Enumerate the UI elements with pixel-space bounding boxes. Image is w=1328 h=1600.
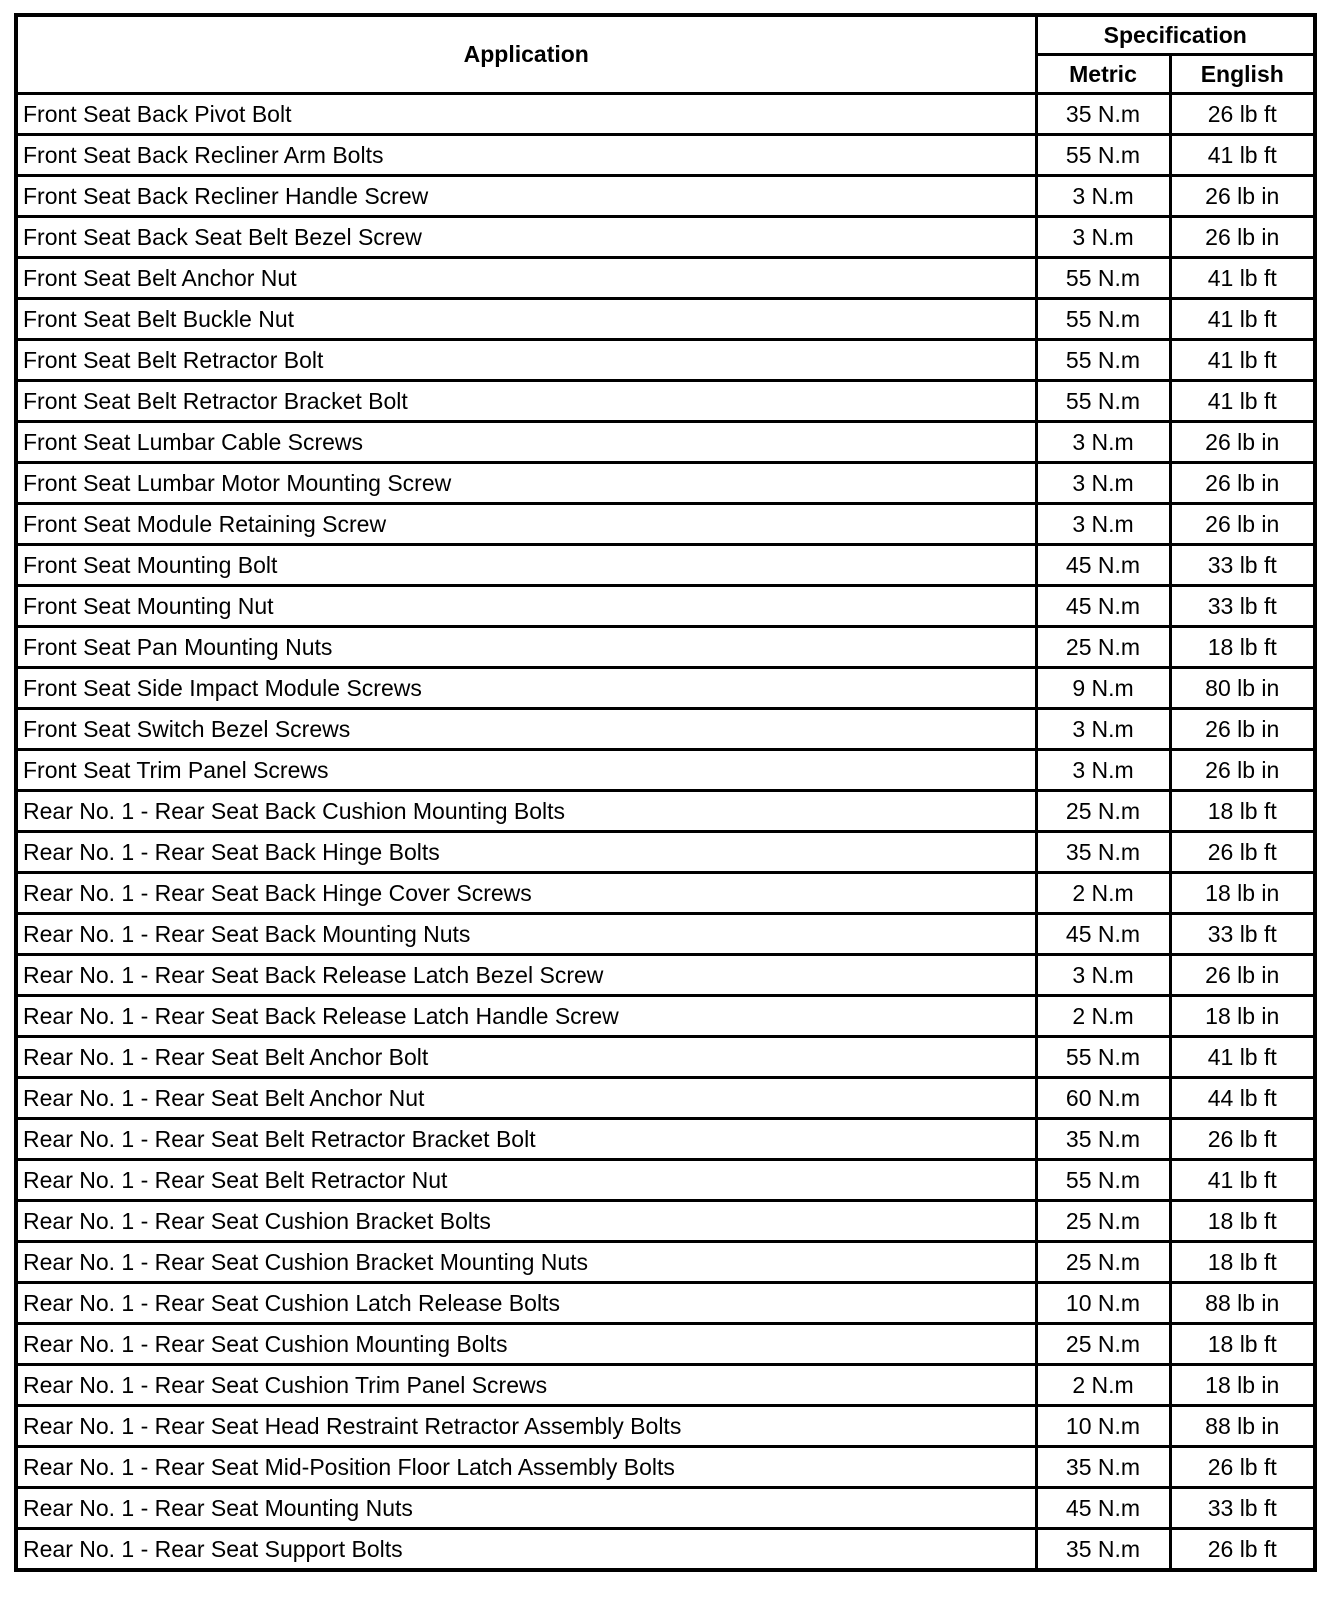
metric-cell: 45 N.m — [1036, 914, 1170, 955]
application-cell: Rear No. 1 - Rear Seat Cushion Trim Panel Screws — [16, 1365, 1036, 1406]
metric-cell: 45 N.m — [1036, 545, 1170, 586]
metric-cell: 55 N.m — [1036, 258, 1170, 299]
metric-cell: 3 N.m — [1036, 176, 1170, 217]
english-cell: 41 lb ft — [1170, 381, 1315, 422]
english-cell: 26 lb ft — [1170, 832, 1315, 873]
application-cell: Front Seat Mounting Bolt — [16, 545, 1036, 586]
application-cell: Rear No. 1 - Rear Seat Cushion Mounting Bolts — [16, 1324, 1036, 1365]
table-row — [16, 627, 1315, 668]
english-cell: 33 lb ft — [1170, 914, 1315, 955]
application-cell: Rear No. 1 - Rear Seat Mid-Position Floor Latch Assembly Bolts — [16, 1447, 1036, 1488]
english-cell: 26 lb in — [1170, 176, 1315, 217]
table-row — [16, 176, 1315, 217]
application-cell: Front Seat Belt Retractor Bolt — [16, 340, 1036, 381]
table-row — [16, 1488, 1315, 1529]
metric-cell: 45 N.m — [1036, 586, 1170, 627]
metric-cell: 35 N.m — [1036, 1529, 1170, 1571]
english-cell: 26 lb in — [1170, 504, 1315, 545]
english-cell: 26 lb in — [1170, 217, 1315, 258]
english-cell: 41 lb ft — [1170, 1037, 1315, 1078]
metric-cell: 25 N.m — [1036, 627, 1170, 668]
table-row — [16, 1078, 1315, 1119]
application-cell: Rear No. 1 - Rear Seat Support Bolts — [16, 1529, 1036, 1571]
metric-cell: 25 N.m — [1036, 791, 1170, 832]
metric-cell: 60 N.m — [1036, 1078, 1170, 1119]
metric-cell: 10 N.m — [1036, 1283, 1170, 1324]
table-row — [16, 1242, 1315, 1283]
metric-cell: 3 N.m — [1036, 709, 1170, 750]
application-cell: Front Seat Belt Buckle Nut — [16, 299, 1036, 340]
table-row — [16, 873, 1315, 914]
table-row — [16, 955, 1315, 996]
metric-cell: 25 N.m — [1036, 1201, 1170, 1242]
english-cell: 41 lb ft — [1170, 258, 1315, 299]
table-row — [16, 545, 1315, 586]
table-row — [16, 1283, 1315, 1324]
application-cell: Rear No. 1 - Rear Seat Belt Retractor Nut — [16, 1160, 1036, 1201]
table-row — [16, 504, 1315, 545]
english-cell: 26 lb in — [1170, 750, 1315, 791]
english-cell: 18 lb ft — [1170, 1242, 1315, 1283]
torque-spec-table — [14, 13, 1317, 1572]
application-cell: Rear No. 1 - Rear Seat Back Hinge Cover Screws — [16, 873, 1036, 914]
application-cell: Front Seat Switch Bezel Screws — [16, 709, 1036, 750]
specification-header: Specification — [1036, 15, 1315, 55]
table-row — [16, 135, 1315, 176]
application-cell: Rear No. 1 - Rear Seat Back Cushion Mounting Bolts — [16, 791, 1036, 832]
application-cell: Front Seat Belt Anchor Nut — [16, 258, 1036, 299]
english-cell: 18 lb in — [1170, 1365, 1315, 1406]
application-cell: Front Seat Trim Panel Screws — [16, 750, 1036, 791]
application-cell: Front Seat Side Impact Module Screws — [16, 668, 1036, 709]
english-cell: 33 lb ft — [1170, 545, 1315, 586]
application-cell: Front Seat Back Recliner Arm Bolts — [16, 135, 1036, 176]
application-cell: Rear No. 1 - Rear Seat Head Restraint Retractor Assembly Bolts — [16, 1406, 1036, 1447]
application-cell: Front Seat Belt Retractor Bracket Bolt — [16, 381, 1036, 422]
metric-cell: 25 N.m — [1036, 1242, 1170, 1283]
application-cell: Rear No. 1 - Rear Seat Belt Anchor Bolt — [16, 1037, 1036, 1078]
english-cell: 80 lb in — [1170, 668, 1315, 709]
metric-cell: 9 N.m — [1036, 668, 1170, 709]
table-row — [16, 422, 1315, 463]
table-row — [16, 996, 1315, 1037]
english-cell: 26 lb ft — [1170, 1529, 1315, 1571]
table-row — [16, 1529, 1315, 1571]
table-row — [16, 381, 1315, 422]
metric-cell: 10 N.m — [1036, 1406, 1170, 1447]
english-cell: 26 lb ft — [1170, 94, 1315, 135]
english-cell: 33 lb ft — [1170, 586, 1315, 627]
english-cell: 18 lb ft — [1170, 1324, 1315, 1365]
metric-cell: 2 N.m — [1036, 1365, 1170, 1406]
application-cell: Front Seat Back Seat Belt Bezel Screw — [16, 217, 1036, 258]
english-cell: 18 lb in — [1170, 996, 1315, 1037]
english-cell: 33 lb ft — [1170, 1488, 1315, 1529]
english-cell: 44 lb ft — [1170, 1078, 1315, 1119]
table-row — [16, 791, 1315, 832]
table-row — [16, 1365, 1315, 1406]
metric-cell: 3 N.m — [1036, 955, 1170, 996]
english-cell: 18 lb ft — [1170, 1201, 1315, 1242]
application-cell: Rear No. 1 - Rear Seat Back Release Latch Handle Screw — [16, 996, 1036, 1037]
table-row — [16, 586, 1315, 627]
application-cell: Front Seat Lumbar Cable Screws — [16, 422, 1036, 463]
metric-cell: 35 N.m — [1036, 1447, 1170, 1488]
metric-cell: 45 N.m — [1036, 1488, 1170, 1529]
metric-cell: 3 N.m — [1036, 422, 1170, 463]
english-cell: 18 lb ft — [1170, 791, 1315, 832]
table-row — [16, 914, 1315, 955]
table-row — [16, 463, 1315, 504]
table-row — [16, 94, 1315, 135]
application-cell: Rear No. 1 - Rear Seat Mounting Nuts — [16, 1488, 1036, 1529]
table-row — [16, 1406, 1315, 1447]
metric-cell: 3 N.m — [1036, 217, 1170, 258]
metric-cell: 3 N.m — [1036, 750, 1170, 791]
application-cell: Front Seat Back Recliner Handle Screw — [16, 176, 1036, 217]
table-row — [16, 709, 1315, 750]
english-cell: 18 lb in — [1170, 873, 1315, 914]
metric-cell: 55 N.m — [1036, 299, 1170, 340]
metric-cell: 3 N.m — [1036, 463, 1170, 504]
table-header — [16, 15, 1315, 94]
application-cell: Rear No. 1 - Rear Seat Belt Retractor Bracket Bolt — [16, 1119, 1036, 1160]
english-cell: 26 lb ft — [1170, 1447, 1315, 1488]
table-row — [16, 258, 1315, 299]
application-cell: Front Seat Module Retaining Screw — [16, 504, 1036, 545]
application-cell: Rear No. 1 - Rear Seat Cushion Bracket Mounting Nuts — [16, 1242, 1036, 1283]
metric-cell: 2 N.m — [1036, 996, 1170, 1037]
english-header: English — [1170, 55, 1315, 94]
table-row — [16, 668, 1315, 709]
table-row — [16, 299, 1315, 340]
english-cell: 18 lb ft — [1170, 627, 1315, 668]
english-cell: 88 lb in — [1170, 1406, 1315, 1447]
table-row — [16, 1447, 1315, 1488]
application-cell: Front Seat Pan Mounting Nuts — [16, 627, 1036, 668]
application-cell: Rear No. 1 - Rear Seat Belt Anchor Nut — [16, 1078, 1036, 1119]
metric-cell: 2 N.m — [1036, 873, 1170, 914]
metric-cell: 55 N.m — [1036, 381, 1170, 422]
metric-header: Metric — [1036, 55, 1170, 94]
metric-cell: 55 N.m — [1036, 1160, 1170, 1201]
metric-cell: 35 N.m — [1036, 94, 1170, 135]
application-header: Application — [16, 15, 1036, 94]
table-body — [16, 94, 1315, 1571]
english-cell: 26 lb in — [1170, 422, 1315, 463]
application-cell: Front Seat Lumbar Motor Mounting Screw — [16, 463, 1036, 504]
table-row — [16, 340, 1315, 381]
application-cell: Rear No. 1 - Rear Seat Cushion Latch Release Bolts — [16, 1283, 1036, 1324]
metric-cell: 35 N.m — [1036, 1119, 1170, 1160]
english-cell: 88 lb in — [1170, 1283, 1315, 1324]
table-row — [16, 1160, 1315, 1201]
english-cell: 41 lb ft — [1170, 299, 1315, 340]
application-cell: Front Seat Back Pivot Bolt — [16, 94, 1036, 135]
metric-cell: 55 N.m — [1036, 340, 1170, 381]
english-cell: 41 lb ft — [1170, 135, 1315, 176]
table-row — [16, 832, 1315, 873]
metric-cell: 35 N.m — [1036, 832, 1170, 873]
table-row — [16, 1201, 1315, 1242]
english-cell: 26 lb in — [1170, 955, 1315, 996]
application-cell: Rear No. 1 - Rear Seat Back Hinge Bolts — [16, 832, 1036, 873]
application-cell: Front Seat Mounting Nut — [16, 586, 1036, 627]
english-cell: 26 lb in — [1170, 709, 1315, 750]
table-row — [16, 750, 1315, 791]
metric-cell: 25 N.m — [1036, 1324, 1170, 1365]
application-cell: Rear No. 1 - Rear Seat Back Mounting Nuts — [16, 914, 1036, 955]
english-cell: 41 lb ft — [1170, 340, 1315, 381]
table-row — [16, 217, 1315, 258]
application-cell: Rear No. 1 - Rear Seat Back Release Latch Bezel Screw — [16, 955, 1036, 996]
table-row — [16, 1119, 1315, 1160]
english-cell: 41 lb ft — [1170, 1160, 1315, 1201]
table-row — [16, 1037, 1315, 1078]
table-row — [16, 1324, 1315, 1365]
application-cell: Rear No. 1 - Rear Seat Cushion Bracket Bolts — [16, 1201, 1036, 1242]
english-cell: 26 lb in — [1170, 463, 1315, 504]
metric-cell: 55 N.m — [1036, 1037, 1170, 1078]
metric-cell: 55 N.m — [1036, 135, 1170, 176]
english-cell: 26 lb ft — [1170, 1119, 1315, 1160]
metric-cell: 3 N.m — [1036, 504, 1170, 545]
